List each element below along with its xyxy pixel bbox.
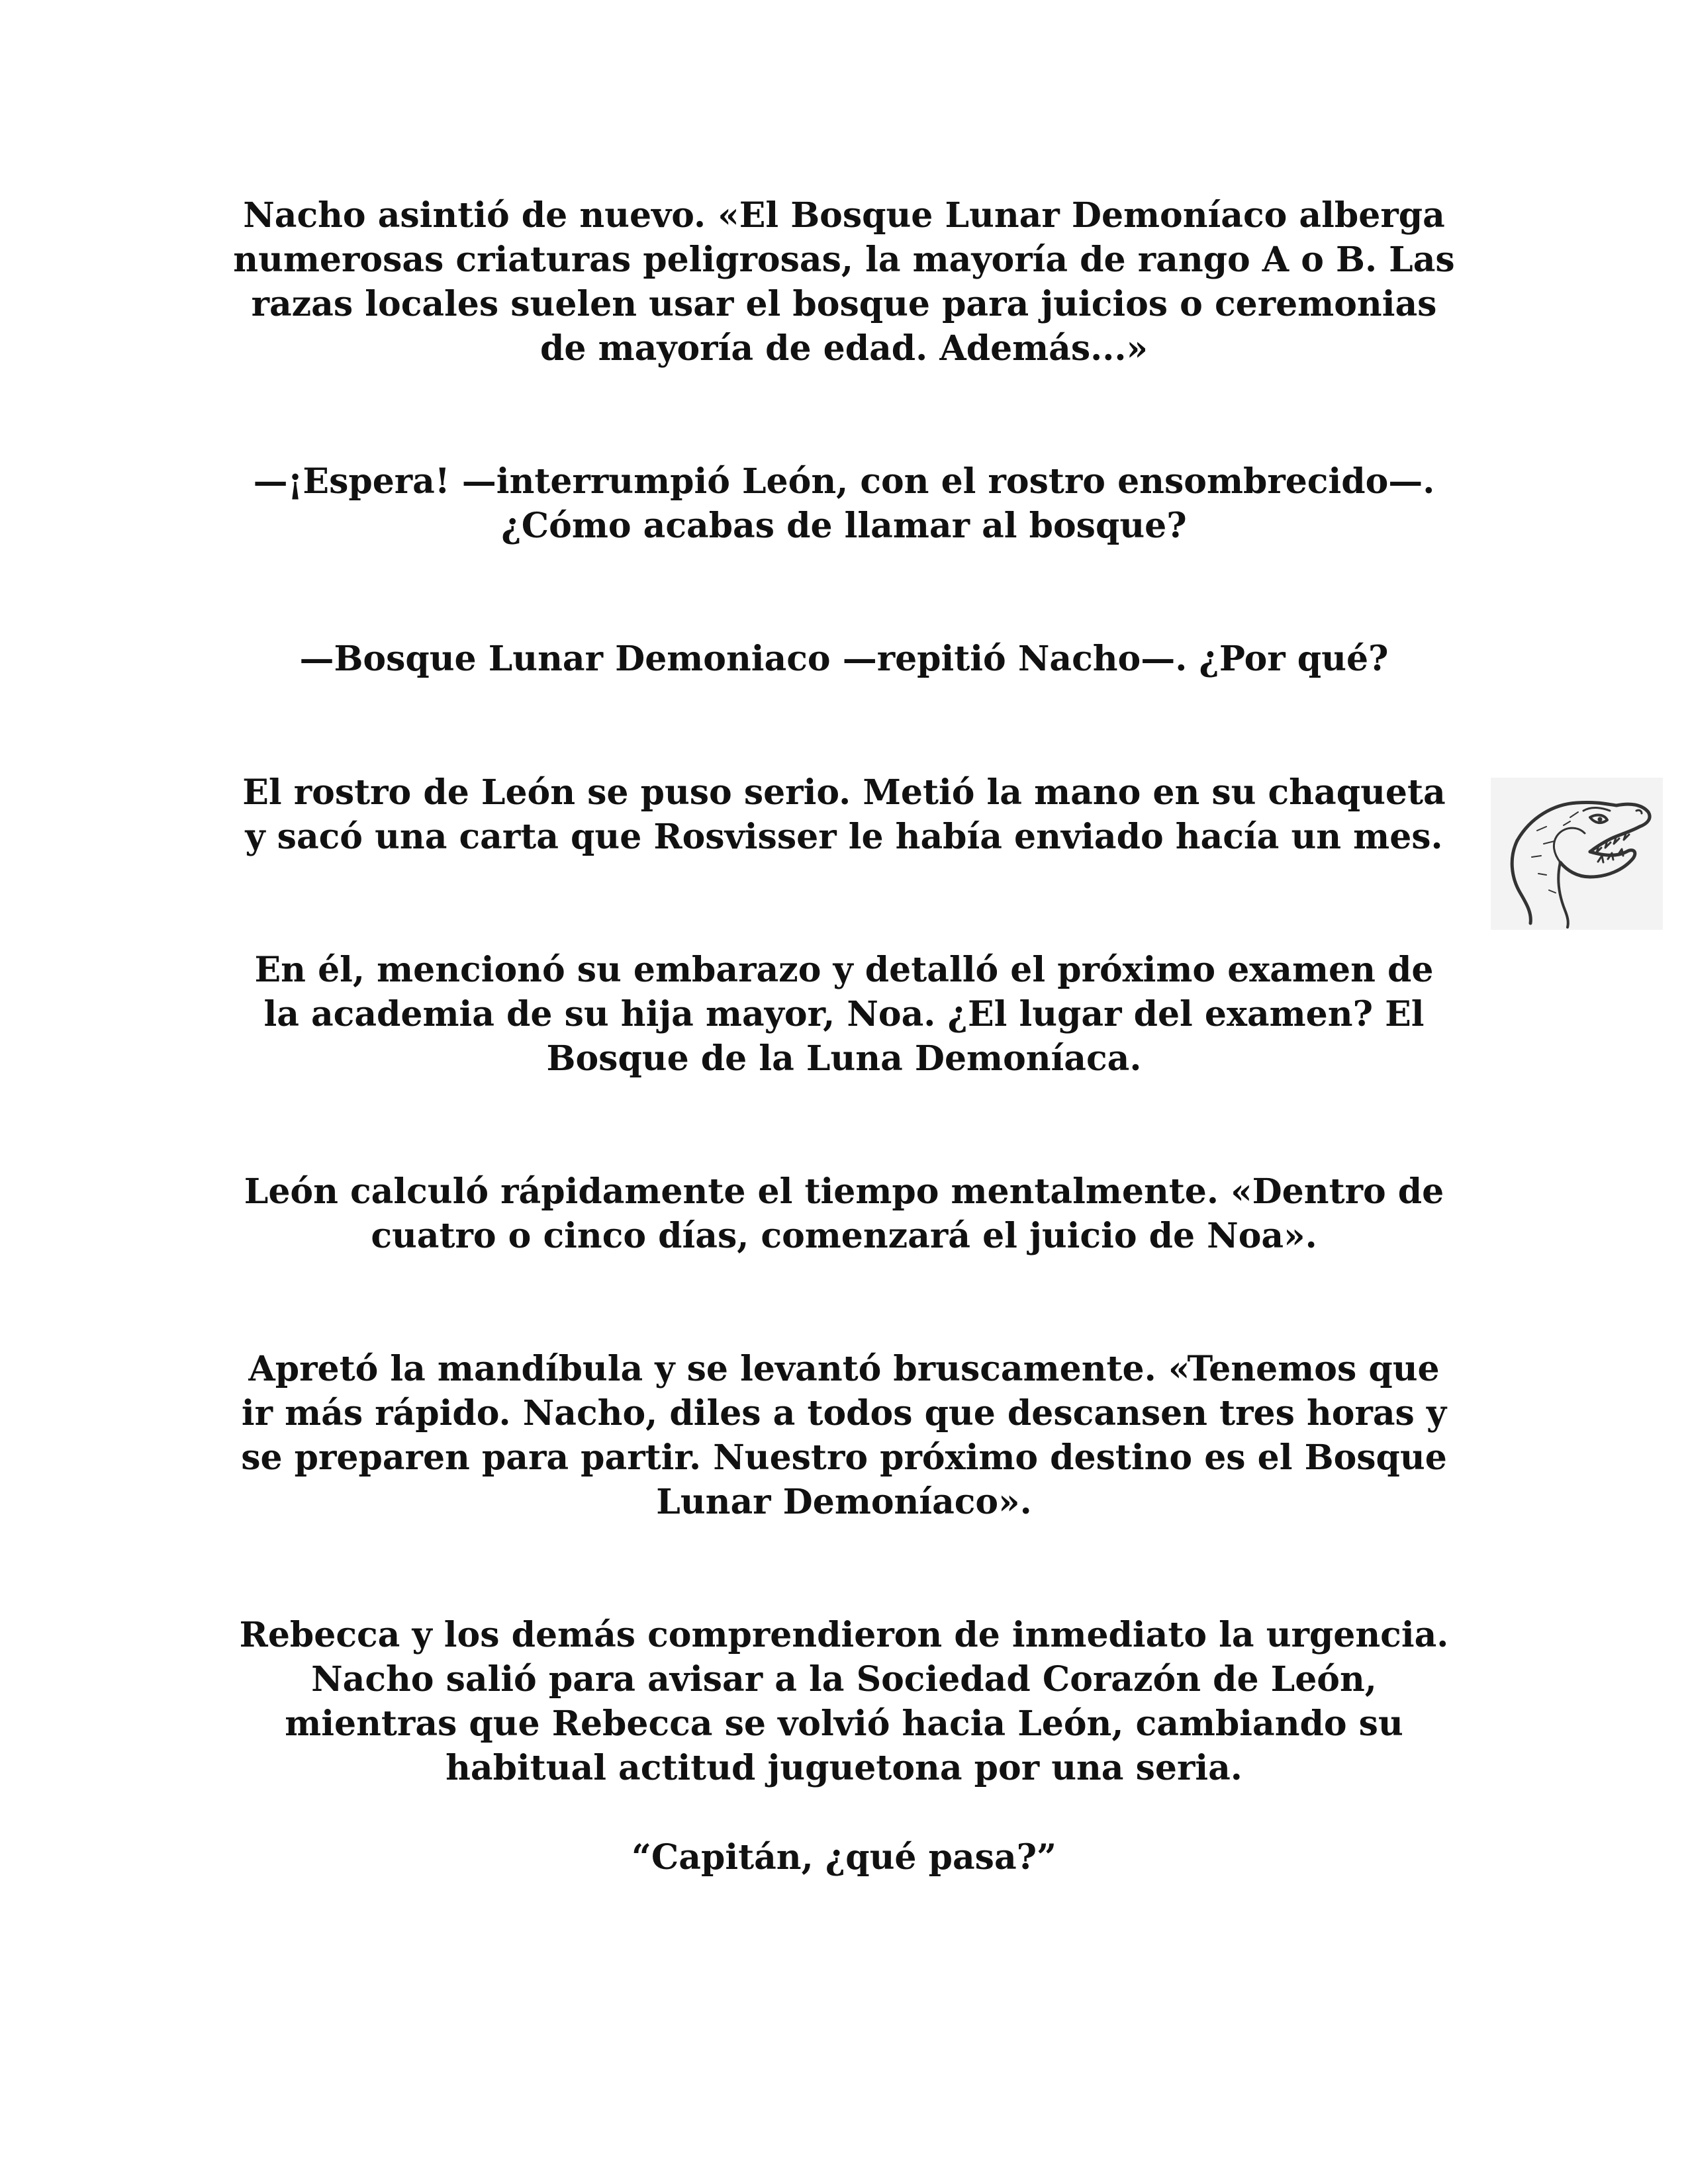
paragraph-9: “Capitán, ¿qué pasa?” — [631, 1837, 1057, 1878]
paragraph-3: —Bosque Lunar Demoniaco —repitió Nacho—. ¿Por qué? — [299, 639, 1389, 679]
paragraph-8: Rebecca y los demás comprendieron de inmediato la urgencia. Nacho salió para avisar a la Sociedad Corazón de León, mientras que Rebecca se volvió hacia León, cambiando su habitual actitud juguetona por una seria. — [239, 1615, 1449, 1788]
paragraph-4: El rostro de León se puso serio. Metió la mano en su chaqueta y sacó una carta que Rosvisser le había enviado hacía un mes. — [242, 772, 1446, 857]
paragraph-2: —¡Espera! —interrumpió León, con el rostro ensombrecido—. ¿Cómo acabas de llamar al bosque? — [253, 461, 1435, 546]
sketch-background — [1491, 778, 1663, 930]
paragraph-5: En él, mencionó su embarazo y detalló el próximo examen de la academia de su hija mayor, Noa. ¿El lugar del examen? El Bosque de la Luna Demoníaca. — [254, 950, 1434, 1079]
paragraph-6: León calculó rápidamente el tiempo mentalmente. «Dentro de cuatro o cinco días, comenzará el juicio de Noa». — [244, 1171, 1444, 1256]
dinosaur-head-sketch-icon — [1491, 778, 1663, 930]
paragraph-7: Apretó la mandíbula y se levantó bruscamente. «Tenemos que ir más rápido. Nacho, diles a todos que descansen tres horas y se preparen para partir. Nuestro próximo destino es el Bosque Lunar Demoníaco». — [241, 1349, 1447, 1522]
paragraph-1: Nacho asintió de nuevo. «El Bosque Lunar Demoníaco alberga numerosas criaturas peligrosas, la mayoría de rango A o B. Las razas locales suelen usar el bosque para juicios o ceremonias de mayoría de edad. Además...» — [233, 195, 1455, 369]
